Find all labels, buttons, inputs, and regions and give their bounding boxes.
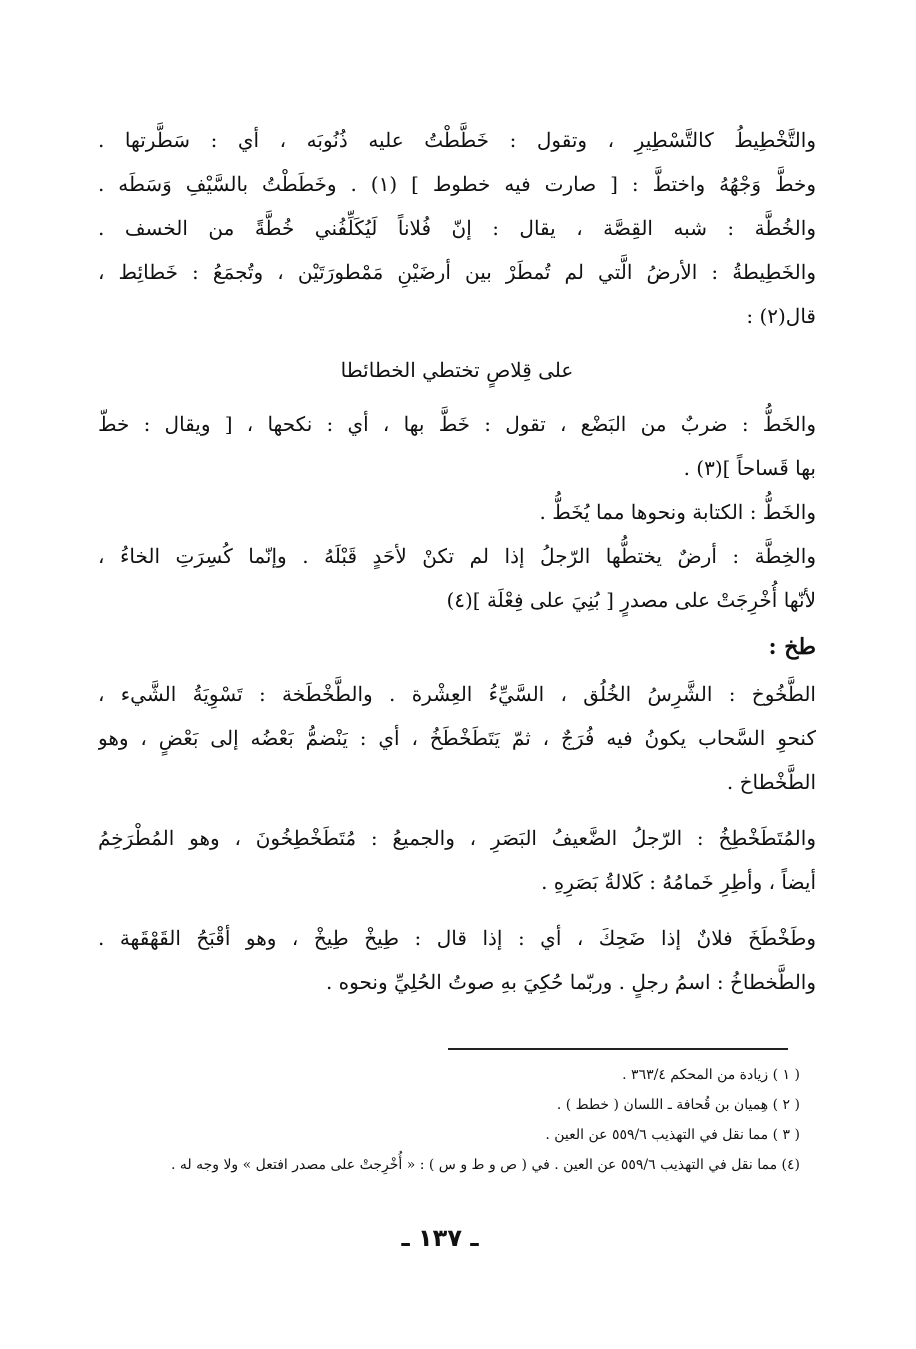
text-line: بها قَساحاً ](٣) . — [683, 456, 816, 480]
text-line: أيضاً ، وأطِرِ خَمامُهُ : كَلالةُ بَصَرِهِ . — [541, 870, 816, 894]
text-line: والخُطَّة : شبه القِصَّة ، يقال : إنّ فُلاناً لَيُكَلِّفُني خُطَّةً من الخسف . — [98, 216, 816, 240]
text-line: لأنّها أُخْرِجَتْ على مصدرٍ [ بُنِيَ على فِعْلَة ](٤) — [446, 588, 816, 612]
text-line: والتَّخْطِيطُ كالتَّسْطِيرِ ، وتقول : خَطَّطْتُ عليه ذُنُوبَه ، أي : سَطَّرتها . — [98, 128, 816, 152]
text-line: وخطَّ وَجْهُهُ واختطَّ : [ صارت فيه خطوط ] (١) . وخَطَطْتُ بالسَّيْفِ وَسَطَه . — [98, 172, 816, 196]
footnote: (٤) مما نقل في التهذيب ٥٥٩/٦ عن العين . في ( ص و ط و س ) : « أُخْرِجتْ على مصدر افتعل » ولا وجه له . — [170, 1157, 800, 1173]
paragraph-gap — [98, 904, 816, 916]
text-line: والخِطَّة : أرضٌ يختطُّها الرّجلُ إذا لم تكنْ لأحَدٍ قَبْلَهُ . وإنّما كُسِرَتِ الخاءُ ، — [98, 544, 816, 568]
footnote: ( ٢ ) هِميان بن قُحافة ـ اللسان ( خطط ) . — [556, 1097, 800, 1113]
footnote: ( ١ ) زيادة من المحكم ٣٦٣/٤ . — [622, 1067, 800, 1083]
footnote: ( ٣ ) مما نقل في التهذيب ٥٥٩/٦ عن العين . — [545, 1127, 800, 1143]
text-line: الطَّخْطاخ . — [726, 770, 816, 794]
text-line: قال(٢) : — [746, 304, 816, 328]
text-line: وطَخْطَخَ فلانٌ إذا ضَحِكَ ، أي : إذا قال : طِيخْ طِيخْ ، وهو أقْبَحُ القَهْقَهة . — [98, 926, 816, 950]
poetry-verse: على قِلاصٍ تختطي الخطائطا — [340, 358, 574, 382]
page-number: ـ ١٣٧ ـ — [401, 1224, 479, 1252]
footnote-divider — [448, 1048, 788, 1050]
entry-heading: طخ : — [768, 634, 816, 660]
text-line: والمُتَطَخْطِخُ : الرّجلُ الضَّعيفُ البَصَرِ ، والجميعُ : مُتَطَخْطِخُونَ ، وهو المُطْرَخِمُ — [98, 826, 816, 850]
paragraph-gap — [98, 804, 816, 816]
main-text — [98, 118, 816, 1004]
text-line: والخَطِيطةُ : الأرضُ الَّتي لم تُمطَرْ بين أرضَيْنِ مَمْطورَتَيْن ، وتُجمَعُ : خَطائِط ، — [98, 260, 816, 284]
footnotes — [120, 1060, 800, 1180]
text-line: والخَطُّ : الكتابة ونحوها مما يُخَطُّ . — [539, 500, 816, 524]
text-line: الطَّخُوخ : الشَّرِسُ الخُلُق ، السَّيِّءُ العِشْرة . والطَّخْطَخة : تَسْوِيَةُ الشَّيء ، — [98, 682, 816, 706]
text-line: والطَّخطاخُ : اسمُ رجلٍ . وربّما حُكِيَ بهِ صوتُ الحُلِيِّ ونحوه . — [325, 970, 816, 994]
text-line: والخَطُّ : ضربٌ من البَضْع ، تقول : خَطَّ بها ، أي : نكحها ، [ ويقال : خطّ — [98, 412, 816, 436]
text-line: كنحوِ السَّحاب يكونُ فيه فُرَجٌ ، ثمّ يَتَطَخْطَخُ ، أي : يَنْضمُّ بَعْضُه إلى بَعْضٍ ، وهو — [98, 726, 816, 750]
